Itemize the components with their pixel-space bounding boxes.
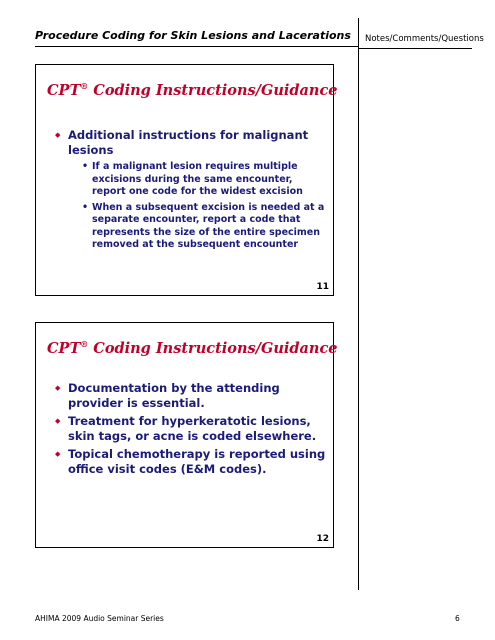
footer-page-number: 6 — [455, 614, 460, 623]
header-rule — [35, 46, 359, 47]
sub-bullet-item: • When a subsequent excision is needed at a separate encounter, report a code that represents the size of the entire specimen removed at the subsequent encounter — [68, 202, 327, 252]
registered-mark: ® — [80, 81, 89, 91]
notes-rule — [359, 48, 472, 49]
slide-title — [47, 339, 338, 357]
slide-title-cpt: CPT — [47, 81, 81, 99]
slide-title-cpt: CPT — [47, 339, 81, 357]
notes-column-divider — [358, 18, 359, 590]
slide-title-rest: Coding Instructions/Guidance — [88, 339, 338, 357]
footer-series-label: AHIMA 2009 Audio Seminar Series — [35, 614, 164, 623]
slide-title-rest: Coding Instructions/Guidance — [88, 81, 338, 99]
slide-11 — [35, 64, 338, 296]
slide-body — [54, 381, 327, 480]
slide-title — [47, 81, 338, 99]
page-header-title: Procedure Coding for Skin Lesions and Lacerations — [35, 29, 351, 42]
notes-column-label: Notes/Comments/Questions — [365, 34, 484, 44]
bullet-item: ◆ Documentation by the attending provider is essential. — [54, 381, 327, 411]
bullet-item — [54, 128, 327, 252]
slide-number: 11 — [316, 282, 329, 292]
slide-12 — [35, 322, 338, 548]
bullet-item: ◆ Topical chemotherapy is reported using office visit codes (E&M codes). — [54, 447, 327, 477]
slide-number: 12 — [316, 534, 329, 544]
sub-bullet-item: • If a malignant lesion requires multiple excisions during the same encounter, report one code for the widest excision — [68, 161, 327, 199]
bullet-item: ◆ Treatment for hyperkeratotic lesions, skin tags, or acne is coded elsewhere. — [54, 414, 327, 444]
slide-body — [54, 128, 327, 255]
bullet-text: Additional instructions for malignant lesions — [68, 128, 309, 157]
registered-mark: ® — [80, 339, 89, 349]
